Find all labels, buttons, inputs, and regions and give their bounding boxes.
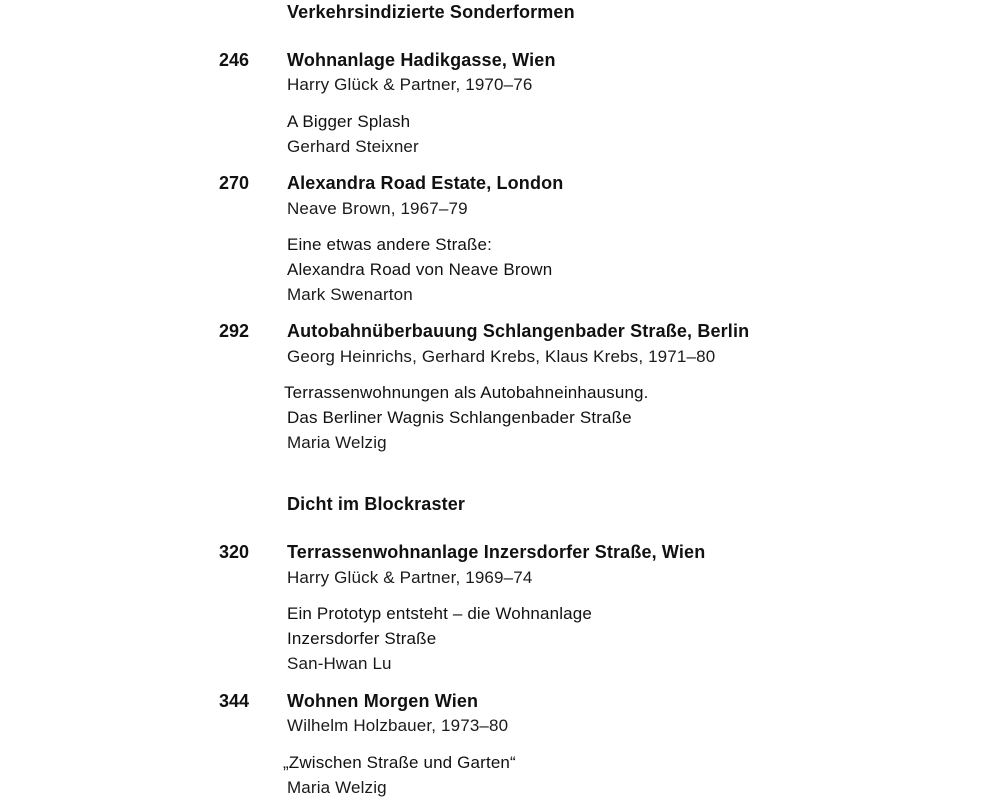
section-heading: Verkehrsindizierte Sonderformen	[287, 2, 575, 22]
entry-title: Alexandra Road Estate, London	[287, 173, 564, 193]
essay-title-line: A Bigger Splash	[287, 112, 411, 131]
entry-title: Wohnanlage Hadikgasse, Wien	[287, 50, 556, 70]
essay-author: Gerhard Steixner	[287, 137, 419, 156]
entry-credit: Harry Glück & Partner, 1970–76	[287, 75, 533, 94]
essay-title-line: Eine etwas andere Straße:	[287, 235, 493, 254]
entry-credit: Wilhelm Holzbauer, 1973–80	[287, 716, 509, 735]
page-number: 292	[218, 321, 249, 341]
essay-title-line: Inzersdorfer Straße	[287, 629, 437, 648]
page-number: 270	[218, 173, 249, 193]
essay-title-line: Terrassenwohnungen als Autobahneinhausung.	[284, 383, 649, 402]
essay-title-line: „Zwischen Straße und Garten“	[283, 753, 516, 772]
section-heading: Dicht im Blockraster	[287, 494, 466, 514]
entry-title: Autobahnüberbauung Schlangenbader Straße, Berlin	[287, 321, 750, 341]
entry-credit: Neave Brown, 1967–79	[287, 199, 468, 218]
entry-title: Terrassenwohnanlage Inzersdorfer Straße, Wien	[287, 542, 706, 562]
page-number: 344	[218, 691, 249, 711]
entry-credit: Georg Heinrichs, Gerhard Krebs, Klaus Krebs, 1971–80	[287, 347, 716, 366]
essay-title-line: Ein Prototyp entsteht – die Wohnanlage	[287, 604, 592, 623]
essay-title-line: Alexandra Road von Neave Brown	[287, 260, 553, 279]
essay-title-line: Das Berliner Wagnis Schlangenbader Straße	[287, 408, 632, 427]
essay-author: Mark Swenarton	[287, 285, 413, 304]
entry-title: Wohnen Morgen Wien	[287, 691, 479, 711]
essay-author: Maria Welzig	[287, 433, 387, 452]
essay-author: Maria Welzig	[287, 778, 387, 797]
entry-credit: Harry Glück & Partner, 1969–74	[287, 568, 533, 587]
essay-author: San-Hwan Lu	[287, 654, 392, 673]
page-number: 320	[218, 542, 249, 562]
page-number: 246	[218, 50, 249, 70]
